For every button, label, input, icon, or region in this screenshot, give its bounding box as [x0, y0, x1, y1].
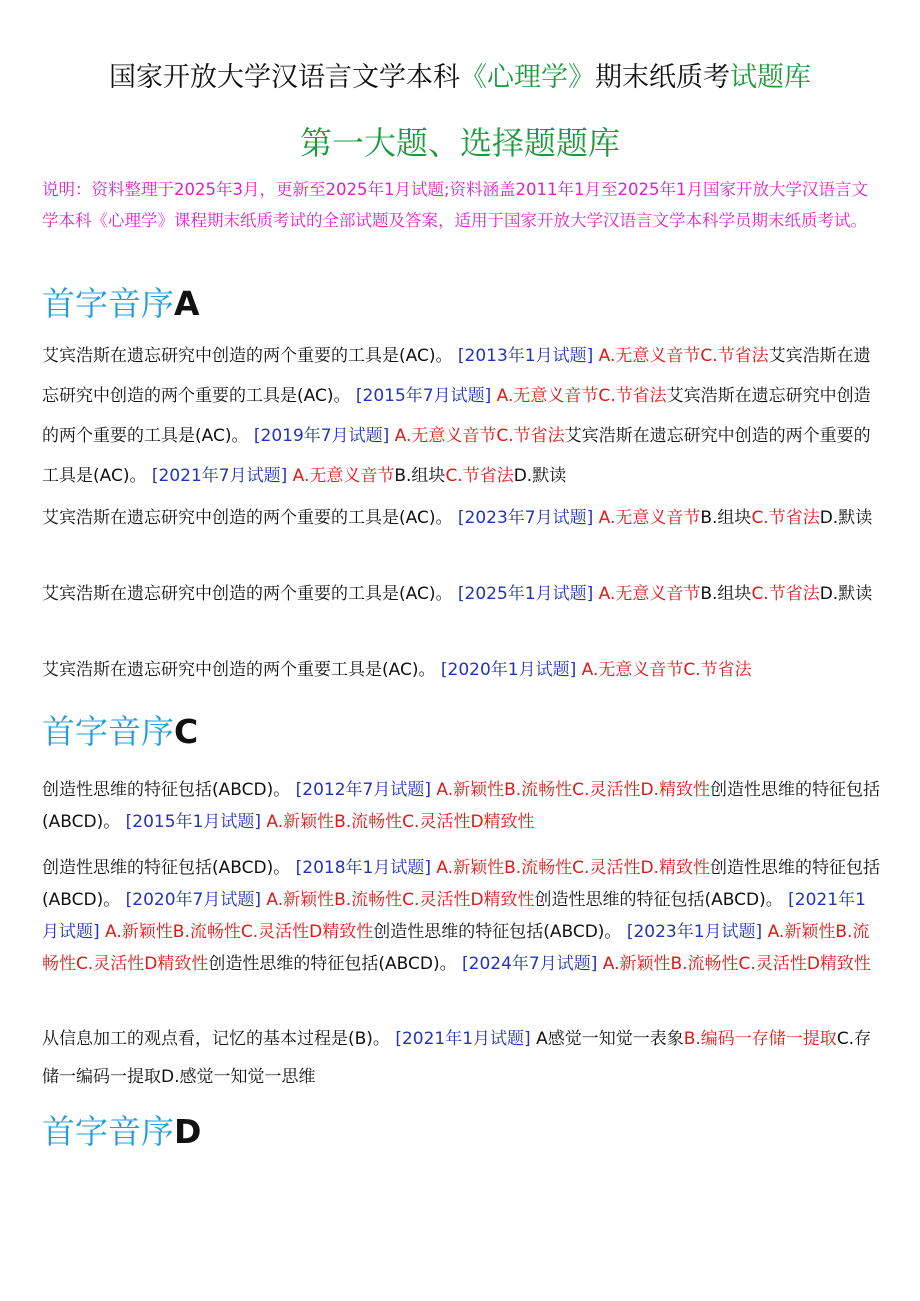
- exam-date-tag: [2023年1月试题]: [621, 922, 768, 942]
- question-text: 创造性思维的特征包括(ABCD)。: [208, 954, 457, 974]
- description-note: 说明：资料整理于2025年3月，更新至2025年1月试题;资料涵盖2011年1月至2025年1月国家开放大学汉语言文学本科《心理学》课程期末纸质考试的全部试题及答案，适用于国家开放大学汉语言文学本科学员期末纸质考试。: [42, 180, 869, 230]
- heading-a: [42, 282, 200, 326]
- answer-text: A.无意义音节: [598, 508, 701, 528]
- exam-date-tag: [2020年1月试题]: [435, 660, 582, 680]
- answer-text: A.新颖性B.流畅性C.灵活性D精致性: [602, 954, 871, 974]
- answer-text: A.新颖性B.流畅性C.灵活性D精致性: [105, 922, 374, 942]
- exam-date-tag: [2015年7月试题]: [350, 386, 497, 406]
- exam-date-tag: [2021年1月试题]: [42, 890, 866, 942]
- question-text: C.存储一编码一提取D.感觉一知觉一思维: [42, 1029, 872, 1087]
- exam-date-tag: [2018年1月试题]: [290, 858, 437, 878]
- question-paragraph: [42, 774, 882, 838]
- question-text: 艾宾浩斯在遗忘研究中创造的两个重要的工具是(AC)。: [42, 426, 871, 486]
- title-part1: 国家开放大学汉语言文学本科: [109, 62, 460, 93]
- title-part3: 期末纸质考: [595, 62, 730, 93]
- question-text: 创造性思维的特征包括(ABCD)。: [42, 780, 291, 800]
- exam-date-tag: [2012年7月试题]: [290, 780, 437, 800]
- heading-d: [42, 1110, 201, 1154]
- answer-text: C.节省法: [751, 508, 820, 528]
- section-title: 第一大题、选择题题库: [299, 124, 620, 162]
- heading-letter: A: [174, 284, 200, 323]
- question-text: 创造性思维的特征包括(ABCD)。: [373, 922, 622, 942]
- question-text: B.组块: [700, 584, 752, 604]
- answer-text: A.无意义音节C.节省法: [598, 346, 769, 366]
- question-paragraph: [42, 574, 882, 614]
- heading-letter: D: [174, 1112, 202, 1151]
- exam-date-tag: [2024年7月试题]: [456, 954, 603, 974]
- question-text: B.组块: [700, 508, 752, 528]
- exam-date-tag: [2023年7月试题]: [452, 508, 599, 528]
- exam-date-tag: [2021年7月试题]: [146, 466, 293, 486]
- answer-text: C.节省法: [751, 584, 820, 604]
- heading-prefix: 首字音序: [42, 712, 174, 751]
- question-text: 创造性思维的特征包括(ABCD)。: [42, 780, 880, 832]
- page-title: [0, 58, 920, 98]
- title-part4: 试题库: [730, 62, 811, 93]
- question-paragraph: [42, 852, 882, 980]
- answer-text: A.无意义音节: [292, 466, 395, 486]
- question-paragraph: [42, 336, 882, 496]
- heading-prefix: 首字音序: [42, 1112, 174, 1151]
- question-text: 创造性思维的特征包括(ABCD)。: [534, 890, 783, 910]
- question-text: 艾宾浩斯在遗忘研究中创造的两个重要的工具是(AC)。: [42, 346, 871, 406]
- question-text: 艾宾浩斯在遗忘研究中创造的两个重要的工具是(AC)。: [42, 508, 453, 528]
- question-paragraph: [42, 1020, 882, 1096]
- exam-date-tag: [2013年1月试题]: [452, 346, 599, 366]
- answer-text: A.新颖性B.流畅性C.灵活性D精致性: [266, 812, 535, 832]
- question-paragraph: [42, 498, 882, 538]
- question-text: B.组块: [394, 466, 446, 486]
- exam-date-tag: [2021年1月试题]: [389, 1029, 537, 1049]
- exam-date-tag: [2020年7月试题]: [120, 890, 267, 910]
- question-text: 创造性思维的特征包括(ABCD)。: [42, 858, 291, 878]
- question-paragraph: [42, 650, 882, 690]
- heading-prefix: 首字音序: [42, 284, 174, 323]
- question-text: 艾宾浩斯在遗忘研究中创造的两个重要的工具是(AC)。: [42, 584, 453, 604]
- answer-text: A.无意义音节C.节省法: [581, 660, 752, 680]
- question-text: 从信息加工的观点看，记忆的基本过程是(B)。: [42, 1029, 390, 1049]
- question-text: 艾宾浩斯在遗忘研究中创造的两个重要工具是(AC)。: [42, 660, 436, 680]
- question-text: D.默读: [819, 584, 873, 604]
- question-text: D.默读: [819, 508, 873, 528]
- question-text: A感觉一知觉一表象: [536, 1029, 684, 1049]
- exam-date-tag: [2015年1月试题]: [120, 812, 267, 832]
- answer-text: A.新颖性B.流畅性C.灵活性D.精致性: [436, 858, 710, 878]
- answer-text: C.节省法: [445, 466, 514, 486]
- exam-date-tag: [2025年1月试题]: [452, 584, 599, 604]
- heading-c: [42, 710, 198, 754]
- answer-text: A.新颖性B.流畅性C.灵活性D精致性: [42, 922, 870, 974]
- heading-letter: C: [174, 712, 199, 751]
- exam-date-tag: [2019年7月试题]: [248, 426, 395, 446]
- answer-text: A.新颖性B.流畅性C.灵活性D.精致性: [436, 780, 710, 800]
- answer-text: B.编码一存储一提取: [683, 1029, 837, 1049]
- question-text: 创造性思维的特征包括(ABCD)。: [42, 858, 880, 910]
- question-text: 艾宾浩斯在遗忘研究中创造的两个重要的工具是(AC)。: [42, 346, 453, 366]
- question-text: 艾宾浩斯在遗忘研究中创造的两个重要的工具是(AC)。: [42, 386, 871, 446]
- answer-text: A.无意义音节C.节省法: [394, 426, 565, 446]
- title-part2: 《心理学》: [460, 62, 595, 93]
- question-text: D.默读: [513, 466, 567, 486]
- answer-text: A.无意义音节: [598, 584, 701, 604]
- answer-text: A.无意义音节C.节省法: [496, 386, 667, 406]
- answer-text: A.新颖性B.流畅性C.灵活性D精致性: [266, 890, 535, 910]
